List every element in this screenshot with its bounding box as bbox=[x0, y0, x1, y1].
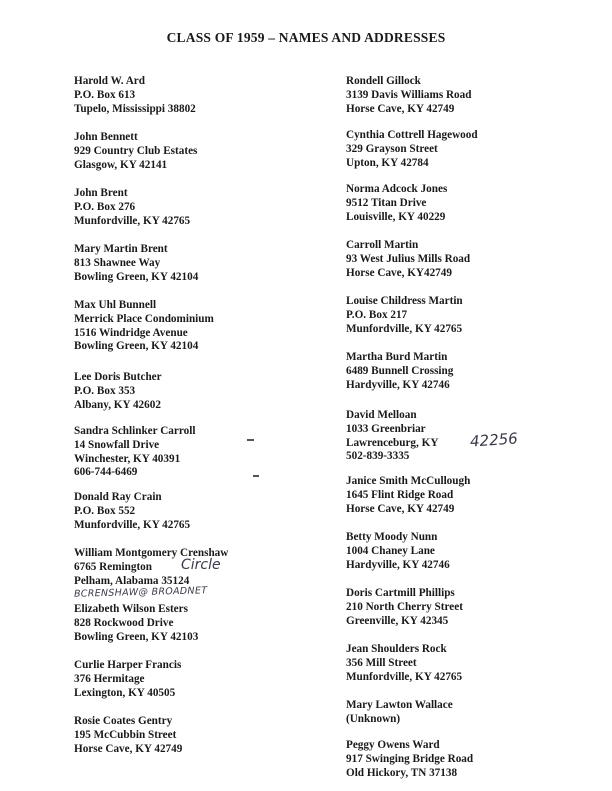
entry-name: David Melloan bbox=[346, 409, 417, 421]
entry-address-line: 1645 Flint Ridge Road bbox=[346, 488, 454, 501]
entry-name: Peggy Owens Ward bbox=[346, 739, 440, 751]
entry-address-line: Munfordville, KY 42765 bbox=[74, 518, 191, 531]
address-entry bbox=[346, 531, 450, 572]
entry-name: Donald Ray Crain bbox=[74, 491, 162, 503]
entry-address-line: Lawrenceburg, KY bbox=[346, 436, 439, 449]
entry-address-line: 917 Swinging Bridge Road bbox=[346, 752, 474, 765]
address-entry bbox=[74, 425, 195, 480]
entry-address-line: Louisville, KY 40229 bbox=[346, 210, 446, 223]
entry-address-line: Bowling Green, KY 42104 bbox=[74, 340, 199, 353]
address-entry bbox=[346, 183, 447, 224]
entry-address-line: 929 Country Club Estates bbox=[74, 144, 198, 157]
entry-address-line: 195 McCubbin Street bbox=[74, 728, 177, 741]
address-entry bbox=[346, 587, 463, 628]
entry-address-line: 210 North Cherry Street bbox=[346, 600, 463, 613]
entry-address-line: 6489 Bunnell Crossing bbox=[346, 364, 454, 377]
address-entry bbox=[74, 371, 162, 412]
entry-address-line: Hardyville, KY 42746 bbox=[346, 558, 450, 571]
entry-address-line: 1004 Chaney Lane bbox=[346, 544, 435, 557]
entry-name: John Brent bbox=[74, 187, 128, 199]
entry-address-line: Pelham, Alabama 35124 bbox=[74, 574, 190, 587]
entry-name: Elizabeth Wilson Esters bbox=[74, 603, 188, 615]
entry-address-line: 828 Rockwood Drive bbox=[74, 616, 174, 629]
entry-address-line: Glasgow, KY 42141 bbox=[74, 158, 168, 171]
entry-address-line: 606-744-6469 bbox=[74, 466, 138, 479]
entry-address-line: Lexington, KY 40505 bbox=[74, 686, 176, 699]
entry-address-line: Winchester, KY 40391 bbox=[74, 452, 181, 465]
entry-address-line: Horse Cave, KY 42749 bbox=[346, 102, 455, 115]
address-entry bbox=[74, 187, 190, 228]
address-entry bbox=[74, 299, 214, 354]
entry-name: Rosie Coates Gentry bbox=[74, 715, 173, 727]
entry-name: Curlie Harper Francis bbox=[74, 659, 182, 671]
entry-name: Mary Lawton Wallace bbox=[346, 699, 453, 711]
address-entry bbox=[346, 75, 471, 116]
handwritten-circle-note: Circle bbox=[181, 557, 221, 573]
entry-name: Jean Shoulders Rock bbox=[346, 643, 447, 655]
address-entry bbox=[346, 409, 438, 464]
entry-address-line: 14 Snowfall Drive bbox=[74, 438, 160, 451]
entry-name: Doris Cartmill Phillips bbox=[346, 587, 455, 599]
address-entry bbox=[74, 659, 181, 700]
entry-name: Cynthia Cottrell Hagewood bbox=[346, 129, 478, 141]
entry-address-line: 6765 Remington bbox=[74, 560, 153, 573]
entry-address-line: P.O. Box 552 bbox=[74, 504, 136, 517]
address-entry bbox=[346, 129, 478, 170]
entry-name: Mary Martin Brent bbox=[74, 243, 168, 255]
entry-address-line: Horse Cave, KY 42749 bbox=[74, 742, 183, 755]
entry-address-line: (Unknown) bbox=[346, 712, 401, 725]
entry-address-line: Horse Cave, KY42749 bbox=[346, 266, 452, 279]
entry-address-line: 9512 Titan Drive bbox=[346, 196, 427, 209]
entry-address-line: 376 Hermitage bbox=[74, 672, 145, 685]
entry-address-line: P.O. Box 353 bbox=[74, 384, 136, 397]
entry-address-line: 356 Mill Street bbox=[346, 656, 417, 669]
address-entry bbox=[346, 643, 462, 684]
handwritten-zip-note: 42256 bbox=[469, 429, 519, 451]
entry-name: Martha Burd Martin bbox=[346, 351, 448, 363]
entry-address-line: Albany, KY 42602 bbox=[74, 398, 161, 411]
address-entry bbox=[346, 699, 453, 727]
entry-name: Norma Adcock Jones bbox=[346, 183, 448, 195]
entry-address-line: Munfordville, KY 42765 bbox=[346, 322, 463, 335]
address-entry bbox=[74, 75, 196, 116]
entry-address-line: 329 Grayson Street bbox=[346, 142, 438, 155]
entry-address-line: Upton, KY 42784 bbox=[346, 156, 429, 169]
address-entry bbox=[346, 239, 470, 280]
address-entry bbox=[74, 491, 190, 532]
entry-address-line: Tupelo, Mississippi 38802 bbox=[74, 102, 196, 115]
entry-name: Carroll Martin bbox=[346, 239, 419, 251]
entry-address-line: 1516 Windridge Avenue bbox=[74, 326, 188, 339]
address-entry bbox=[74, 715, 182, 756]
entry-name: Betty Moody Nunn bbox=[346, 531, 438, 543]
entry-address-line: Horse Cave, KY 42749 bbox=[346, 502, 455, 515]
entry-address-line: Munfordville, KY 42765 bbox=[74, 214, 191, 227]
handwritten-email-note: BCRENSHAW@ BROADNET bbox=[73, 585, 208, 600]
entry-address-line: 93 West Julius Mills Road bbox=[346, 252, 471, 265]
entry-name: Harold W. Ard bbox=[74, 75, 145, 87]
address-entry bbox=[74, 603, 198, 644]
address-entry bbox=[74, 131, 197, 172]
address-entry bbox=[346, 475, 470, 516]
entry-address-line: Old Hickory, TN 37138 bbox=[346, 766, 458, 779]
entry-address-line: 3139 Davis Williams Road bbox=[346, 88, 472, 101]
entry-address-line: P.O. Box 217 bbox=[346, 308, 408, 321]
entry-name: Janice Smith McCullough bbox=[346, 475, 471, 487]
stray-mark bbox=[253, 475, 259, 477]
entry-name: William Montgomery Crenshaw bbox=[74, 547, 229, 559]
entry-address-line: Greenville, KY 42345 bbox=[346, 614, 449, 627]
entry-address-line: Bowling Green, KY 42104 bbox=[74, 270, 199, 283]
entry-address-line: P.O. Box 276 bbox=[74, 200, 136, 213]
entry-address-line: Merrick Place Condominium bbox=[74, 312, 214, 325]
entry-address-line: 1033 Greenbriar bbox=[346, 422, 426, 435]
entry-name: Sandra Schlinker Carroll bbox=[74, 425, 196, 437]
address-entry bbox=[346, 739, 473, 780]
page-title: CLASS OF 1959 – NAMES AND ADDRESSES bbox=[166, 30, 446, 45]
entry-name: John Bennett bbox=[74, 131, 138, 143]
entry-address-line: Bowling Green, KY 42103 bbox=[74, 630, 199, 643]
entry-name: Lee Doris Butcher bbox=[74, 371, 162, 383]
entry-address-line: Munfordville, KY 42765 bbox=[346, 670, 463, 683]
entry-name: Rondell Gillock bbox=[346, 75, 421, 87]
entry-address-line: 502-839-3335 bbox=[346, 450, 410, 463]
entry-address-line: Hardyville, KY 42746 bbox=[346, 378, 450, 391]
entry-address-line: 813 Shawnee Way bbox=[74, 256, 161, 269]
stray-mark bbox=[247, 439, 254, 441]
address-entry bbox=[346, 351, 453, 392]
entry-address-line: P.O. Box 613 bbox=[74, 88, 136, 101]
entry-name: Louise Childress Martin bbox=[346, 295, 463, 307]
address-entry bbox=[74, 243, 198, 284]
entry-name: Max Uhl Bunnell bbox=[74, 299, 157, 311]
address-entry bbox=[346, 295, 463, 336]
